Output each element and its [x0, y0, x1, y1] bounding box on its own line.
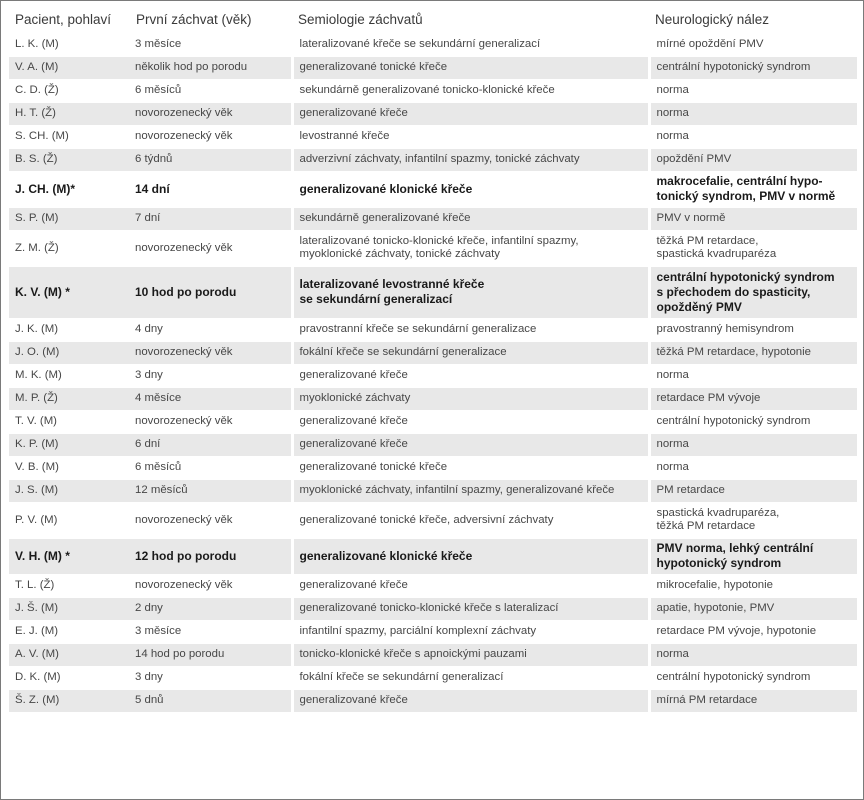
- cell-onset: 5 dnů: [130, 689, 292, 712]
- cell-patient: C. D. (Ž): [9, 79, 130, 102]
- cell-finding: norma: [649, 643, 857, 666]
- cell-finding: norma: [649, 364, 857, 387]
- table-body: [9, 33, 857, 712]
- cell-semiology: sekundárně generalizované křeče: [292, 207, 649, 230]
- table-row: [9, 574, 857, 597]
- cell-semiology: generalizované křeče: [292, 574, 649, 597]
- cell-finding: mikrocefalie, hypotonie: [649, 574, 857, 597]
- table-row: [9, 479, 857, 502]
- cell-semiology: lateralizované tonicko-klonické křeče, infantilní spazmy, myoklonické záchvaty, tonické záchvaty: [292, 230, 649, 266]
- cell-patient: K. V. (M) *: [9, 266, 130, 318]
- cell-semiology: sekundárně generalizované tonicko-klonické křeče: [292, 79, 649, 102]
- cell-semiology: myoklonické záchvaty, infantilní spazmy, generalizované křeče: [292, 479, 649, 502]
- cell-patient: V. B. (M): [9, 456, 130, 479]
- table-row: [9, 56, 857, 79]
- cell-finding: centrální hypotonický syndrom: [649, 56, 857, 79]
- cell-onset: několik hod po porodu: [130, 56, 292, 79]
- table-row: [9, 643, 857, 666]
- cell-semiology: lateralizované křeče se sekundární generalizací: [292, 33, 649, 56]
- header-row: [9, 7, 857, 33]
- cell-semiology: generalizované tonicko-klonické křeče s lateralizací: [292, 597, 649, 620]
- cell-patient: A. V. (M): [9, 643, 130, 666]
- cell-patient: J. Š. (M): [9, 597, 130, 620]
- cell-patient: E. J. (M): [9, 620, 130, 643]
- cell-patient: M. K. (M): [9, 364, 130, 387]
- cell-semiology: generalizované klonické křeče: [292, 171, 649, 207]
- cell-onset: novorozenecký věk: [130, 502, 292, 538]
- table-row: [9, 620, 857, 643]
- table-row: [9, 318, 857, 341]
- table-row: [9, 79, 857, 102]
- table-row: [9, 433, 857, 456]
- cell-patient: J. CH. (M)*: [9, 171, 130, 207]
- cell-onset: novorozenecký věk: [130, 341, 292, 364]
- cell-semiology: pravostranní křeče se sekundární generalizace: [292, 318, 649, 341]
- cell-onset: 6 dní: [130, 433, 292, 456]
- cell-semiology: generalizované tonické křeče: [292, 56, 649, 79]
- table-row: [9, 230, 857, 266]
- cell-semiology: generalizované křeče: [292, 689, 649, 712]
- cell-finding: těžká PM retardace, hypotonie: [649, 341, 857, 364]
- table-row: [9, 102, 857, 125]
- cell-finding: centrální hypotonický syndrom: [649, 410, 857, 433]
- seizure-table: [9, 7, 857, 712]
- cell-finding: norma: [649, 456, 857, 479]
- cell-finding: PMV v normě: [649, 207, 857, 230]
- table-row: [9, 171, 857, 207]
- cell-onset: 14 hod po porodu: [130, 643, 292, 666]
- cell-finding: norma: [649, 79, 857, 102]
- cell-onset: 6 týdnů: [130, 148, 292, 171]
- header-semiology: Semiologie záchvatů: [292, 7, 649, 33]
- table-row: [9, 387, 857, 410]
- cell-patient: V. A. (M): [9, 56, 130, 79]
- cell-finding: těžká PM retardace, spastická kvadruparéza: [649, 230, 857, 266]
- table-row: [9, 502, 857, 538]
- cell-onset: novorozenecký věk: [130, 125, 292, 148]
- table-row: [9, 456, 857, 479]
- cell-onset: novorozenecký věk: [130, 574, 292, 597]
- cell-patient: V. H. (M) *: [9, 538, 130, 574]
- cell-patient: J. O. (M): [9, 341, 130, 364]
- table-row: [9, 538, 857, 574]
- table-row: [9, 410, 857, 433]
- cell-finding: norma: [649, 433, 857, 456]
- cell-semiology: generalizované křeče: [292, 410, 649, 433]
- cell-onset: 12 měsíců: [130, 479, 292, 502]
- cell-finding: PM retardace: [649, 479, 857, 502]
- cell-onset: 2 dny: [130, 597, 292, 620]
- cell-semiology: generalizované klonické křeče: [292, 538, 649, 574]
- cell-onset: 6 měsíců: [130, 456, 292, 479]
- cell-semiology: adverzivní záchvaty, infantilní spazmy, tonické záchvaty: [292, 148, 649, 171]
- cell-finding: centrální hypotonický syndrom s přechodem do spasticity, opožděný PMV: [649, 266, 857, 318]
- cell-patient: Z. M. (Ž): [9, 230, 130, 266]
- cell-patient: T. V. (M): [9, 410, 130, 433]
- cell-finding: centrální hypotonický syndrom: [649, 666, 857, 689]
- cell-patient: H. T. (Ž): [9, 102, 130, 125]
- cell-finding: retardace PM vývoje: [649, 387, 857, 410]
- cell-onset: novorozenecký věk: [130, 230, 292, 266]
- cell-onset: 12 hod po porodu: [130, 538, 292, 574]
- cell-onset: 7 dní: [130, 207, 292, 230]
- cell-finding: retardace PM vývoje, hypotonie: [649, 620, 857, 643]
- cell-patient: B. S. (Ž): [9, 148, 130, 171]
- cell-patient: J. S. (M): [9, 479, 130, 502]
- cell-onset: 14 dní: [130, 171, 292, 207]
- cell-finding: norma: [649, 125, 857, 148]
- cell-onset: 3 dny: [130, 666, 292, 689]
- cell-semiology: myoklonické záchvaty: [292, 387, 649, 410]
- header-finding: Neurologický nález: [649, 7, 857, 33]
- cell-onset: 6 měsíců: [130, 79, 292, 102]
- cell-patient: M. P. (Ž): [9, 387, 130, 410]
- cell-patient: D. K. (M): [9, 666, 130, 689]
- cell-finding: opoždění PMV: [649, 148, 857, 171]
- cell-onset: 3 měsíce: [130, 620, 292, 643]
- cell-semiology: generalizované tonické křeče, adversivní záchvaty: [292, 502, 649, 538]
- cell-patient: L. K. (M): [9, 33, 130, 56]
- cell-onset: 3 měsíce: [130, 33, 292, 56]
- header-patient: Pacient, pohlaví: [9, 7, 130, 33]
- table-row: [9, 341, 857, 364]
- table-row: [9, 689, 857, 712]
- cell-onset: novorozenecký věk: [130, 410, 292, 433]
- cell-patient: S. P. (M): [9, 207, 130, 230]
- table-row: [9, 364, 857, 387]
- cell-semiology: generalizované křeče: [292, 364, 649, 387]
- cell-patient: Š. Z. (M): [9, 689, 130, 712]
- table-row: [9, 266, 857, 318]
- cell-finding: makrocefalie, centrální hypo- tonický syndrom, PMV v normě: [649, 171, 857, 207]
- header-onset: První záchvat (věk): [130, 7, 292, 33]
- cell-semiology: fokální křeče se sekundární generalizací: [292, 666, 649, 689]
- table-row: [9, 125, 857, 148]
- cell-onset: novorozenecký věk: [130, 102, 292, 125]
- cell-onset: 3 dny: [130, 364, 292, 387]
- cell-semiology: generalizované křeče: [292, 102, 649, 125]
- table-row: [9, 666, 857, 689]
- cell-semiology: levostranné křeče: [292, 125, 649, 148]
- cell-finding: norma: [649, 102, 857, 125]
- cell-finding: spastická kvadruparéza, těžká PM retardace: [649, 502, 857, 538]
- cell-finding: mírné opoždění PMV: [649, 33, 857, 56]
- table-row: [9, 207, 857, 230]
- table-row: [9, 148, 857, 171]
- cell-onset: 4 dny: [130, 318, 292, 341]
- table-row: [9, 597, 857, 620]
- cell-patient: K. P. (M): [9, 433, 130, 456]
- cell-finding: PMV norma, lehký centrální hypotonický syndrom: [649, 538, 857, 574]
- cell-finding: apatie, hypotonie, PMV: [649, 597, 857, 620]
- cell-onset: 4 měsíce: [130, 387, 292, 410]
- cell-finding: pravostranný hemisyndrom: [649, 318, 857, 341]
- cell-patient: J. K. (M): [9, 318, 130, 341]
- cell-patient: T. L. (Ž): [9, 574, 130, 597]
- cell-patient: P. V. (M): [9, 502, 130, 538]
- cell-semiology: infantilní spazmy, parciální komplexní záchvaty: [292, 620, 649, 643]
- cell-semiology: generalizované křeče: [292, 433, 649, 456]
- cell-semiology: generalizované tonické křeče: [292, 456, 649, 479]
- cell-semiology: tonicko-klonické křeče s apnoickými pauzami: [292, 643, 649, 666]
- table-row: [9, 33, 857, 56]
- cell-semiology: lateralizované levostranné křeče se sekundární generalizací: [292, 266, 649, 318]
- cell-semiology: fokální křeče se sekundární generalizace: [292, 341, 649, 364]
- cell-patient: S. CH. (M): [9, 125, 130, 148]
- cell-finding: mírná PM retardace: [649, 689, 857, 712]
- cell-onset: 10 hod po porodu: [130, 266, 292, 318]
